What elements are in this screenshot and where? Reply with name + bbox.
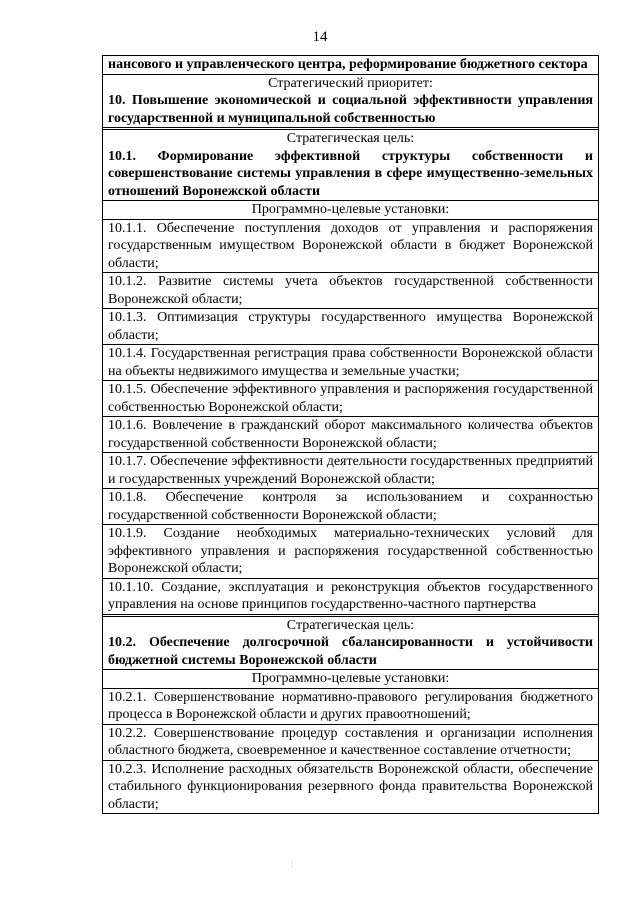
goal1-item: 10.1.2. Развитие системы учета объектов государственной собственности Воронежской области; xyxy=(103,272,598,308)
goal1-item: 10.1.9. Создание необходимых материально-технических условий для эффективного управления и распоряжения государственной собственностью Воронежской области; xyxy=(103,524,598,578)
goal2-title: 10.2. Обеспечение долгосрочной сбалансированности и устойчивости бюджетной системы Воронежской области xyxy=(108,635,593,668)
goal2-targets-heading: Программно-целевые установки: xyxy=(103,669,598,688)
goal1-item: 10.1.4. Государственная регистрация права собственности Воронежской области на объекты недвижимого имущества и земельные участки; xyxy=(103,344,598,380)
strategy-table xyxy=(102,55,599,814)
priority-title: 10. Повышение экономической и социальной эффективности управления государственной и муниципальной собственностью xyxy=(108,93,593,126)
goal2-heading: Стратегическая цель: xyxy=(103,614,598,635)
goal1-targets-heading: Программно-целевые установки: xyxy=(103,200,598,219)
page-number: 14 xyxy=(312,29,328,45)
goal1-heading: Стратегическая цель: xyxy=(103,127,598,148)
continuation-text: нансового и управленческого центра, реформирование бюджетного сектора xyxy=(108,57,588,72)
goal2-item: 10.2.1. Совершенствование нормативно-правового регулирования бюджетного процесса в Воронежской области и других правоотношений; xyxy=(103,688,598,724)
goal1-item: 10.1.5. Обеспечение эффективного управления и распоряжения государственной собственностью Воронежской области; xyxy=(103,380,598,416)
scan-speck xyxy=(292,866,293,867)
goal1-item: 10.1.10. Создание, эксплуатация и реконструкция объектов государственного управления на основе принципов государственно-частного партнерства xyxy=(103,578,598,614)
priority-heading: Стратегический приоритет: xyxy=(103,74,598,93)
goal1-item: 10.1.8. Обеспечение контроля за использованием и сохранностью государственной собственности Воронежской области; xyxy=(103,488,598,524)
goal1-item: 10.1.3. Оптимизация структуры государственного имущества Воронежской области; xyxy=(103,308,598,344)
goal1-item: 10.1.6. Вовлечение в гражданский оборот максимального количества объектов государственной собственности Воронежской области; xyxy=(103,416,598,452)
goal1-item: 10.1.7. Обеспечение эффективности деятельности государственных предприятий и государственных учреждений Воронежской области; xyxy=(103,452,598,488)
scan-speck xyxy=(292,862,293,863)
goal2-item: 10.2.3. Исполнение расходных обязательств Воронежской области, обеспечение стабильного функционирования резервного фонда правительства Воронежской области; xyxy=(103,760,598,814)
goal1-title: 10.1. Формирование эффективной структуры собственности и совершенствование системы управления в сфере имущественно-земельных отношений Воронежской области xyxy=(108,148,593,199)
goal1-item: 10.1.1. Обеспечение поступления доходов от управления и распоряжения государственным имуществом Воронежской области в бюджет Воронежской области; xyxy=(103,219,598,273)
goal2-item: 10.2.2. Совершенствование процедур составления и организации исполнения областного бюджета, своевременное и качественное составление отчетности; xyxy=(103,724,598,760)
